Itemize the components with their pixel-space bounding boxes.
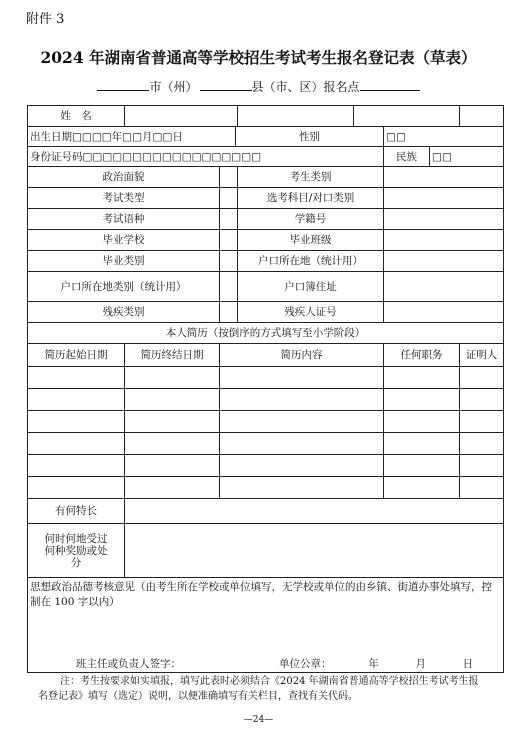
- gender-field[interactable]: □□: [384, 127, 504, 147]
- language-label: 考试语种: [28, 209, 220, 230]
- attachment-label: 附件 3: [26, 12, 65, 27]
- resume-col-content: 简历内容: [220, 344, 384, 367]
- exam-type-field[interactable]: [220, 188, 238, 209]
- resume-row: [28, 389, 504, 411]
- city-blank[interactable]: [97, 78, 149, 91]
- page-title: 2024 年湖南省普通高等学校招生考试考生报名登记表（草表）: [40, 48, 477, 67]
- id-number-field[interactable]: 身份证号码□□□□□□□□□□□□□□□□□□: [28, 147, 384, 167]
- resume-col-start: 简历起始日期: [28, 344, 125, 367]
- hukou-address-field[interactable]: [384, 272, 504, 302]
- seal-label: 单位公章：: [279, 658, 332, 670]
- student-no-label: 学籍号: [238, 209, 384, 230]
- ethnicity-field[interactable]: □□: [430, 147, 504, 167]
- hukou-type-field[interactable]: [220, 272, 238, 302]
- grad-type-field[interactable]: [220, 251, 238, 272]
- resume-row: [28, 433, 504, 455]
- political-field[interactable]: [220, 167, 238, 188]
- resume-row: [28, 477, 504, 499]
- disability-type-field[interactable]: [220, 302, 238, 323]
- teacher-signature-label: 班主任或负责人签字：: [76, 658, 181, 670]
- candidate-type-label: 考生类别: [238, 167, 384, 188]
- hukou-location-field[interactable]: [384, 251, 504, 272]
- day-label: 日: [462, 658, 474, 670]
- candidate-type-field[interactable]: [384, 167, 504, 188]
- grad-type-label: 毕业类别: [28, 251, 220, 272]
- specialty-field[interactable]: [125, 499, 504, 524]
- exam-type-label: 考试类型: [28, 188, 220, 209]
- gender-label: 性别: [236, 127, 384, 147]
- awards-label: 何时何地受过何种奖励或处分: [28, 524, 125, 578]
- resume-row: [28, 367, 504, 389]
- resume-col-end: 简历终结日期: [125, 344, 220, 367]
- resume-row: [28, 455, 504, 477]
- disability-cert-label: 残疾人证号: [238, 302, 384, 323]
- ethnicity-label: 民族: [384, 147, 430, 167]
- school-label: 毕业学校: [28, 230, 220, 251]
- birth-date-field[interactable]: 出生日期□□□□年□□月□□日: [28, 127, 236, 147]
- resume-title: 本人简历（按倒序的方式填写至小学阶段）: [28, 323, 504, 344]
- name-field[interactable]: [125, 106, 238, 127]
- name-field-3[interactable]: [354, 106, 460, 127]
- name-label: 姓 名: [28, 106, 125, 127]
- class-field[interactable]: [384, 230, 504, 251]
- year-label: 年: [368, 658, 379, 670]
- moral-evaluation-box[interactable]: [28, 578, 504, 673]
- hukou-address-label: 户口簿住址: [238, 272, 384, 302]
- name-field-2[interactable]: [238, 106, 354, 127]
- elective-label: 选考科目/对口类别: [238, 188, 384, 209]
- photo-cell[interactable]: [460, 106, 504, 127]
- student-no-field[interactable]: [384, 209, 504, 230]
- hukou-type-label: 户口所在地类别（统计用）: [28, 272, 220, 302]
- city-label: 市（州）: [149, 80, 198, 94]
- month-label: 月: [415, 658, 426, 670]
- county-blank[interactable]: [200, 78, 252, 91]
- footnote: 注：考生按要求如实填报，填写此表时必须结合《2024 年湖南省普通高等学校招生考试考生报名登记表》填写（选定）说明，以便准确填写有关栏目，查找有关代码。: [38, 676, 479, 702]
- political-label: 政治面貌: [28, 167, 220, 188]
- awards-field[interactable]: [125, 524, 504, 578]
- disability-cert-field[interactable]: [384, 302, 504, 323]
- resume-row: [28, 411, 504, 433]
- language-field[interactable]: [220, 209, 238, 230]
- elective-field[interactable]: [384, 188, 504, 209]
- resume-col-witness: 证明人: [460, 344, 504, 367]
- signature-line: [28, 658, 503, 672]
- county-label: 县（市、区）报名点: [251, 80, 360, 94]
- resume-col-position: 任何职务: [384, 344, 460, 367]
- site-blank[interactable]: [360, 78, 420, 91]
- class-label: 毕业班级: [238, 230, 384, 251]
- registration-table: [27, 105, 504, 673]
- moral-evaluation-label: 思想政治品德考核意见（由考生所在学校或单位填写，无学校或单位的由乡镇、街道办事处填写，控制在 100 字以内）: [30, 581, 492, 608]
- hukou-location-label: 户口所在地（统计用）: [238, 251, 384, 272]
- disability-type-label: 残疾类别: [28, 302, 220, 323]
- page-number: —24—: [243, 715, 274, 725]
- specialty-label: 有何特长: [28, 499, 125, 524]
- location-line: [0, 78, 517, 95]
- school-field[interactable]: [220, 230, 238, 251]
